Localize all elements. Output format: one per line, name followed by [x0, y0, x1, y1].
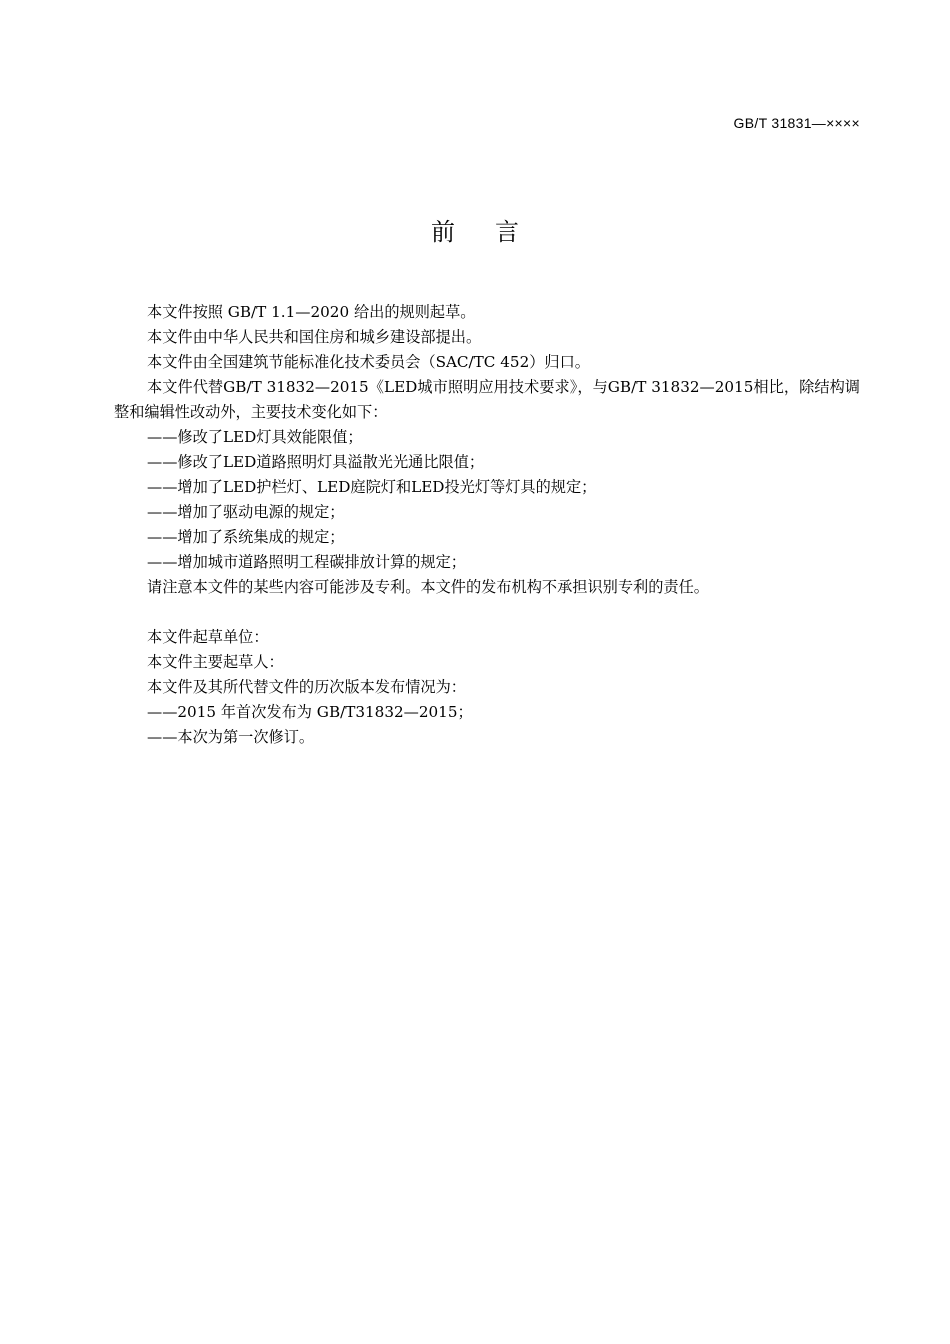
paragraph: 本文件由全国建筑节能标准化技术委员会（SAC/TC 452）归口。: [147, 353, 590, 371]
version-history-item: ——本次为第一次修订。: [147, 728, 315, 746]
list-item: ——增加了系统集成的规定；: [147, 528, 345, 546]
paragraph: 本文件按照 GB/T 1.1—2020 给出的规则起草。: [147, 303, 476, 321]
document-number-header: GB/T 31831—××××: [733, 115, 860, 131]
paragraph: 本文件由中华人民共和国住房和城乡建设部提出。: [147, 328, 482, 346]
version-history-item: ——2015 年首次发布为 GB/T31832—2015；: [147, 703, 473, 721]
list-item: ——增加城市道路照明工程碳排放计算的规定；: [147, 553, 466, 571]
paragraph: 本文件代替GB/T 31832—2015《LED城市照明应用技术要求》，与GB/T 31832—2015相比，除结构调整和编辑性改动外，主要技术变化如下：: [114, 378, 860, 421]
list-item: ——增加了LED护栏灯、LED庭院灯和LED投光灯等灯具的规定；: [147, 478, 597, 496]
version-history-intro: 本文件及其所代替文件的历次版本发布情况为：: [147, 678, 466, 696]
list-item: ——修改了LED道路照明灯具溢散光光通比限值；: [147, 453, 485, 471]
drafting-unit: 本文件起草单位：: [147, 628, 269, 646]
patent-notice: 请注意本文件的某些内容可能涉及专利。本文件的发布机构不承担识别专利的责任。: [147, 578, 709, 596]
foreword-body: [114, 300, 860, 750]
list-item: ——增加了驱动电源的规定；: [147, 503, 345, 521]
main-drafters: 本文件主要起草人：: [147, 653, 284, 671]
page-title: 前言: [431, 218, 559, 246]
list-item: ——修改了LED灯具效能限值；: [147, 428, 363, 446]
